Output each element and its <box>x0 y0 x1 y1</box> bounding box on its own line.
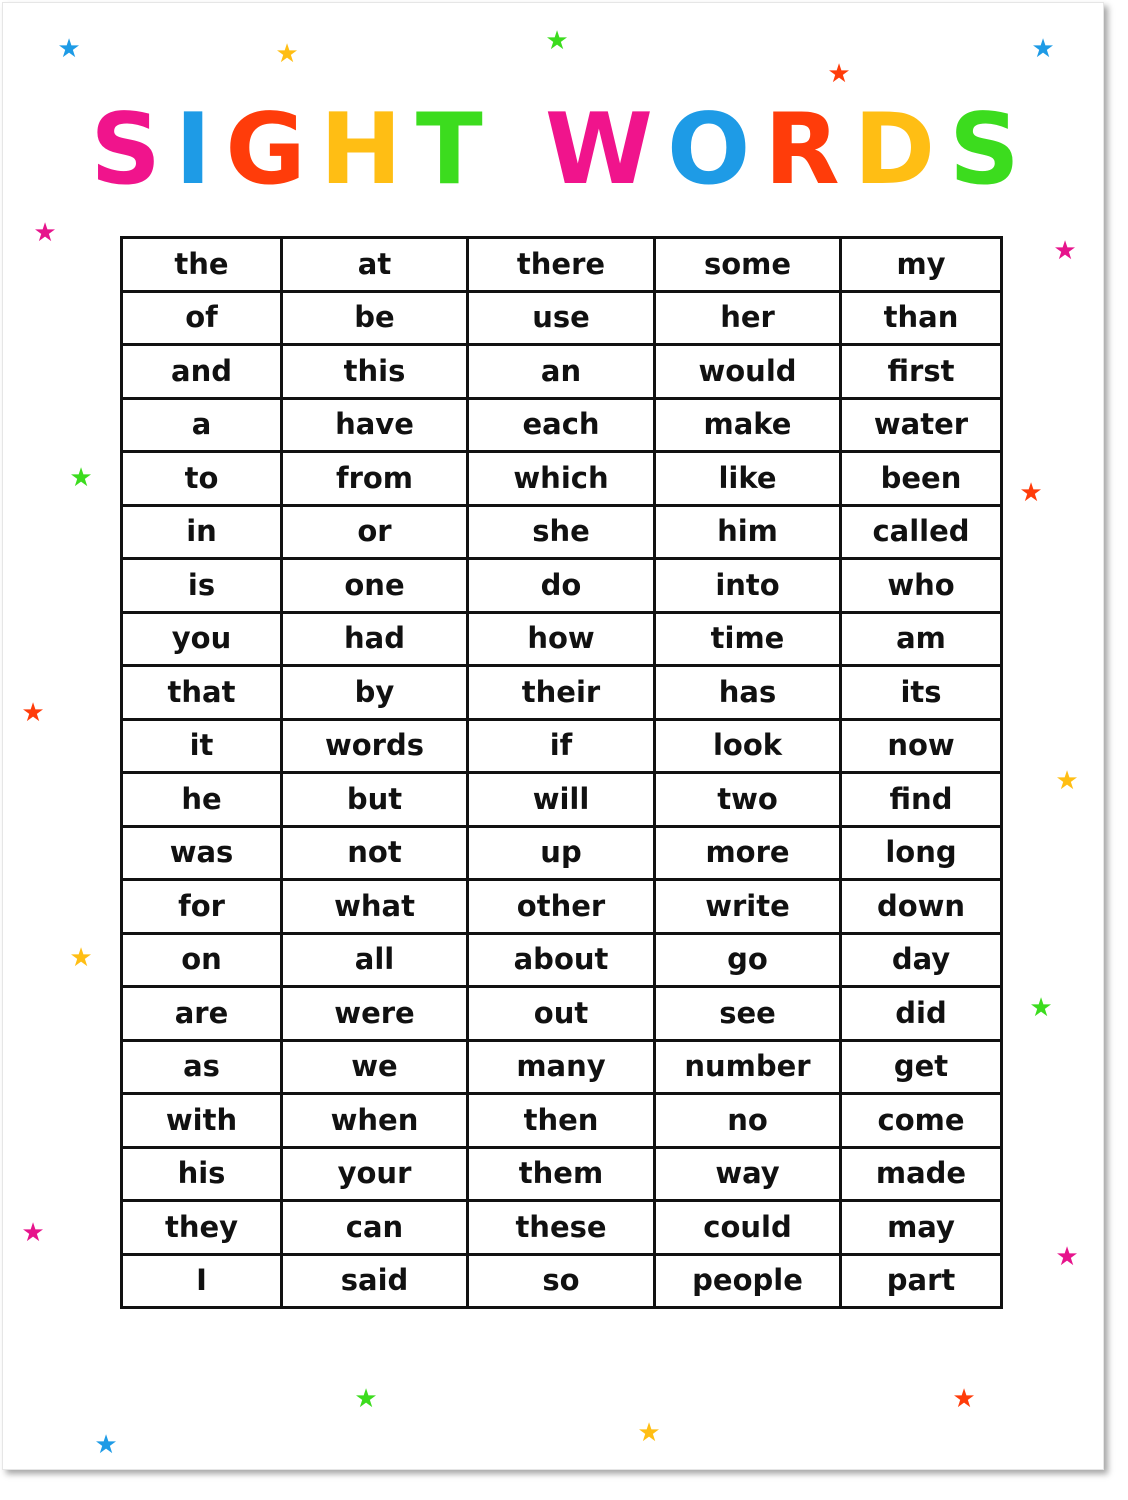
sight-word-cell: one <box>282 559 468 613</box>
sight-word-cell: on <box>122 933 282 987</box>
sight-word-cell: go <box>655 933 841 987</box>
sight-word-cell: but <box>282 773 468 827</box>
star-icon: ★ <box>33 218 57 248</box>
star-icon: ★ <box>69 943 93 973</box>
sight-word-cell: use <box>468 291 655 345</box>
star-icon: ★ <box>1031 34 1055 64</box>
title-letter: D <box>853 93 950 207</box>
star-icon: ★ <box>69 463 93 493</box>
title-letter: S <box>90 93 175 207</box>
sight-word-cell: had <box>282 612 468 666</box>
sight-word-cell: first <box>841 345 1002 399</box>
star-icon: ★ <box>1055 1242 1079 1272</box>
sight-word-cell: these <box>468 1201 655 1255</box>
sight-word-cell: she <box>468 505 655 559</box>
sight-word-cell: were <box>282 987 468 1041</box>
table-row <box>122 1040 1002 1094</box>
table-row <box>122 612 1002 666</box>
sight-word-cell: water <box>841 398 1002 452</box>
star-icon: ★ <box>94 1430 118 1460</box>
star-icon: ★ <box>827 59 851 89</box>
sight-word-cell: its <box>841 666 1002 720</box>
sight-word-cell: called <box>841 505 1002 559</box>
sight-word-cell: are <box>122 987 282 1041</box>
star-icon: ★ <box>545 26 569 56</box>
sight-word-cell: they <box>122 1201 282 1255</box>
title-letter <box>497 93 545 207</box>
sight-word-cell: there <box>468 238 655 292</box>
sight-word-cell: some <box>655 238 841 292</box>
table-row <box>122 933 1002 987</box>
table-row <box>122 666 1002 720</box>
sight-word-cell: about <box>468 933 655 987</box>
sight-word-cell: he <box>122 773 282 827</box>
sight-word-cell: from <box>282 452 468 506</box>
sight-word-cell: with <box>122 1094 282 1148</box>
star-icon: ★ <box>57 34 81 64</box>
sight-word-cell: you <box>122 612 282 666</box>
star-icon: ★ <box>1029 993 1053 1023</box>
sight-word-cell: now <box>841 719 1002 773</box>
sight-word-cell: find <box>841 773 1002 827</box>
poster-title <box>3 95 1121 205</box>
sight-word-cell: write <box>655 880 841 934</box>
sight-word-cell: number <box>655 1040 841 1094</box>
sight-word-cell: has <box>655 666 841 720</box>
sight-word-cell: that <box>122 666 282 720</box>
star-icon: ★ <box>275 39 299 69</box>
sight-word-cell: could <box>655 1201 841 1255</box>
title-letter: T <box>415 93 497 207</box>
table-row <box>122 719 1002 773</box>
sight-word-cell: to <box>122 452 282 506</box>
sight-word-cell: way <box>655 1147 841 1201</box>
sight-words-table <box>120 236 1003 1309</box>
sight-word-cell: part <box>841 1254 1002 1308</box>
sight-word-cell: a <box>122 398 282 452</box>
sight-word-cell: we <box>282 1040 468 1094</box>
sight-word-cell: which <box>468 452 655 506</box>
sight-word-cell: is <box>122 559 282 613</box>
sight-word-cell: like <box>655 452 841 506</box>
sight-word-cell: as <box>122 1040 282 1094</box>
table-row <box>122 398 1002 452</box>
sight-word-cell: many <box>468 1040 655 1094</box>
table-row <box>122 291 1002 345</box>
sight-word-cell: am <box>841 612 1002 666</box>
sight-word-cell: other <box>468 880 655 934</box>
sight-word-cell: at <box>282 238 468 292</box>
star-icon: ★ <box>637 1418 661 1448</box>
table-row <box>122 773 1002 827</box>
sight-word-cell: them <box>468 1147 655 1201</box>
sight-word-cell: if <box>468 719 655 773</box>
sight-word-cell: his <box>122 1147 282 1201</box>
sight-word-cell: do <box>468 559 655 613</box>
title-letter: H <box>319 93 416 207</box>
title-letter: O <box>666 93 765 207</box>
sight-word-cell: what <box>282 880 468 934</box>
sight-word-cell: and <box>122 345 282 399</box>
table-row <box>122 987 1002 1041</box>
table-row <box>122 1094 1002 1148</box>
sight-word-cell: no <box>655 1094 841 1148</box>
sight-words-poster <box>2 2 1104 1470</box>
title-letter: W <box>544 93 667 207</box>
sight-word-cell: words <box>282 719 468 773</box>
table-row <box>122 505 1002 559</box>
star-icon: ★ <box>1019 478 1043 508</box>
sight-word-cell: of <box>122 291 282 345</box>
sight-word-cell: may <box>841 1201 1002 1255</box>
sight-word-cell: by <box>282 666 468 720</box>
sight-word-cell: than <box>841 291 1002 345</box>
sight-word-cell: so <box>468 1254 655 1308</box>
sight-word-cell: get <box>841 1040 1002 1094</box>
sight-word-cell: look <box>655 719 841 773</box>
sight-word-cell: an <box>468 345 655 399</box>
star-icon: ★ <box>1055 766 1079 796</box>
table-row <box>122 238 1002 292</box>
sight-word-cell: or <box>282 505 468 559</box>
sight-word-cell: not <box>282 826 468 880</box>
sight-word-cell: it <box>122 719 282 773</box>
sight-word-cell: the <box>122 238 282 292</box>
sight-word-cell: her <box>655 291 841 345</box>
table-row <box>122 826 1002 880</box>
sight-word-cell: make <box>655 398 841 452</box>
table-row <box>122 1254 1002 1308</box>
sight-word-cell: down <box>841 880 1002 934</box>
sight-word-cell: day <box>841 933 1002 987</box>
sight-word-cell: in <box>122 505 282 559</box>
sight-word-cell: for <box>122 880 282 934</box>
sight-word-cell: been <box>841 452 1002 506</box>
star-icon: ★ <box>1053 236 1077 266</box>
sight-word-cell: would <box>655 345 841 399</box>
sight-word-cell: can <box>282 1201 468 1255</box>
sight-word-cell: see <box>655 987 841 1041</box>
title-letter: I <box>174 93 226 207</box>
sight-word-cell: long <box>841 826 1002 880</box>
sight-word-cell: time <box>655 612 841 666</box>
sight-word-cell: how <box>468 612 655 666</box>
star-icon: ★ <box>21 698 45 728</box>
star-icon: ★ <box>354 1384 378 1414</box>
sight-word-cell: more <box>655 826 841 880</box>
title-letter: G <box>225 93 320 207</box>
sight-word-cell: who <box>841 559 1002 613</box>
sight-word-cell: did <box>841 987 1002 1041</box>
sight-word-cell: will <box>468 773 655 827</box>
sight-word-cell: up <box>468 826 655 880</box>
sight-word-cell: come <box>841 1094 1002 1148</box>
sight-word-cell: into <box>655 559 841 613</box>
sight-word-cell: people <box>655 1254 841 1308</box>
sight-word-cell: all <box>282 933 468 987</box>
star-icon: ★ <box>952 1384 976 1414</box>
table-row <box>122 1201 1002 1255</box>
sight-word-cell: when <box>282 1094 468 1148</box>
title-letter: S <box>949 93 1034 207</box>
sight-word-cell: then <box>468 1094 655 1148</box>
sight-word-cell: out <box>468 987 655 1041</box>
sight-word-cell: made <box>841 1147 1002 1201</box>
sight-word-cell: was <box>122 826 282 880</box>
sight-word-cell: this <box>282 345 468 399</box>
sight-word-cell: be <box>282 291 468 345</box>
sight-word-cell: two <box>655 773 841 827</box>
sight-word-cell: your <box>282 1147 468 1201</box>
table-row <box>122 452 1002 506</box>
sight-word-cell: have <box>282 398 468 452</box>
star-icon: ★ <box>21 1218 45 1248</box>
table-row <box>122 559 1002 613</box>
sight-word-cell: their <box>468 666 655 720</box>
title-letter: R <box>764 93 854 207</box>
sight-word-cell: each <box>468 398 655 452</box>
table-row <box>122 345 1002 399</box>
sight-word-cell: I <box>122 1254 282 1308</box>
table-row <box>122 880 1002 934</box>
sight-word-cell: him <box>655 505 841 559</box>
sight-word-cell: said <box>282 1254 468 1308</box>
table-row <box>122 1147 1002 1201</box>
sight-word-cell: my <box>841 238 1002 292</box>
